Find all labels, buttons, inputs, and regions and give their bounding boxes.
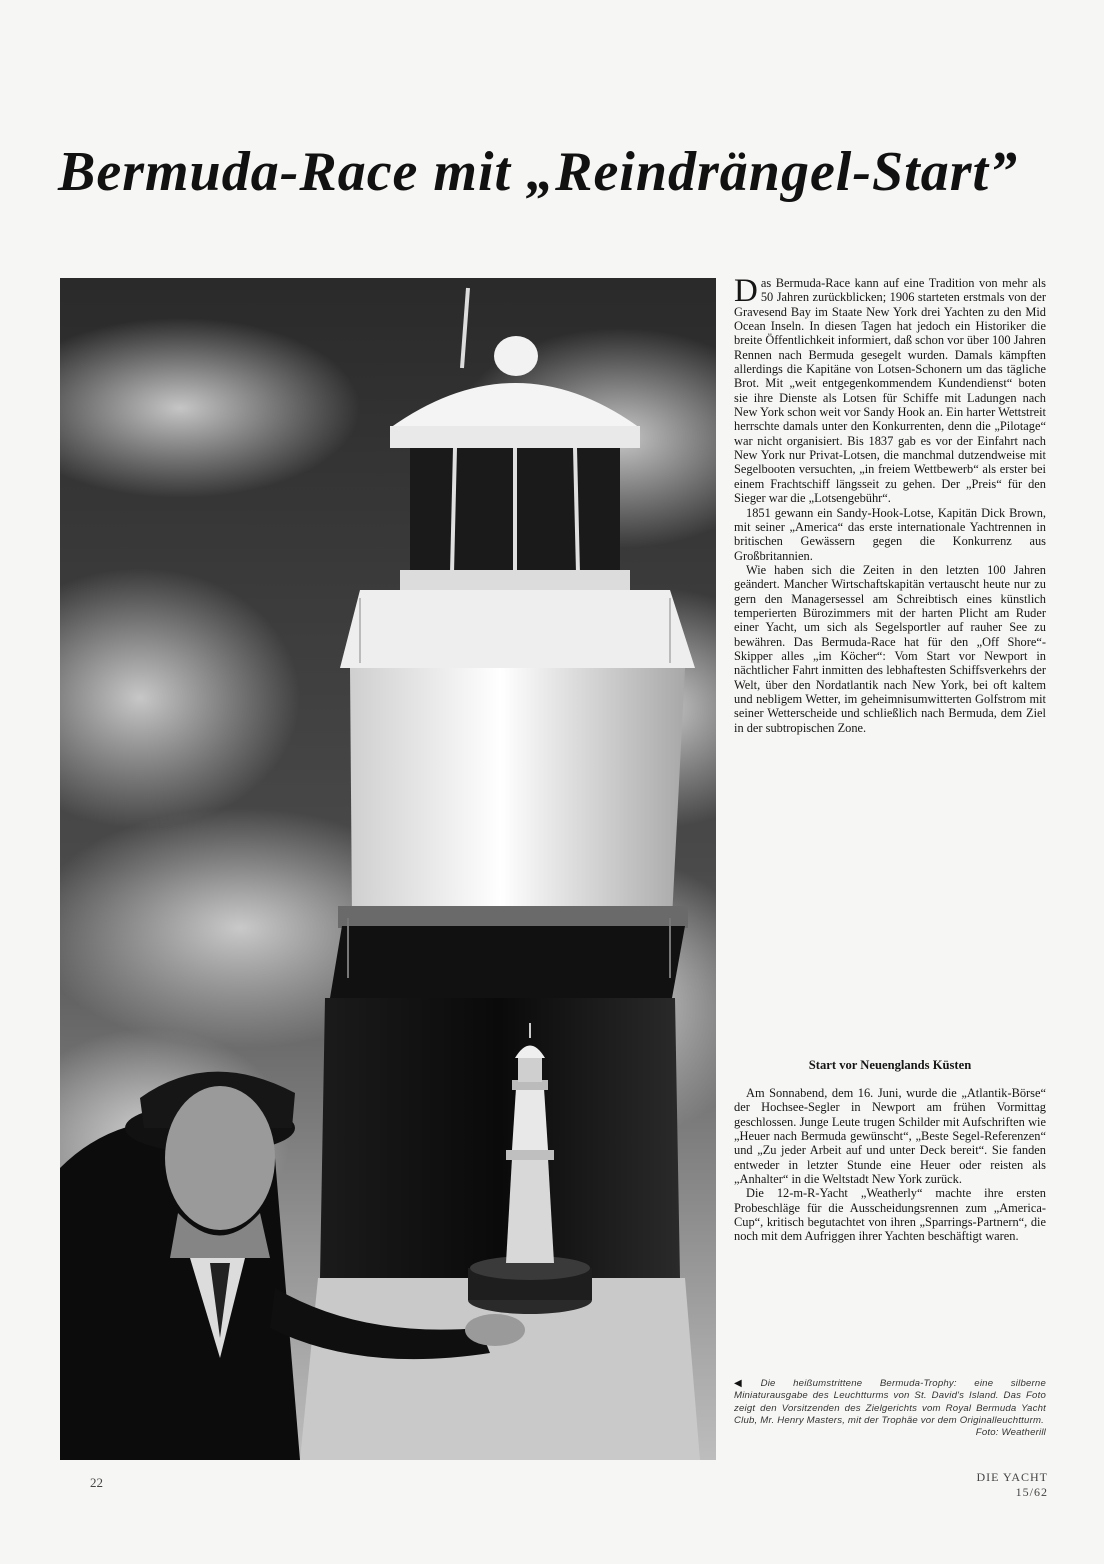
caption-text: Die heißumstrittene Bermuda-Trophy: eine silberne Miniaturausgabe des Leuchtturms von St. David's Island. Das Foto zeigt den Vorsitzenden des Zielgerichts vom Royal Bermuda Yacht Club, Mr. Henry Masters, mit der Trophäe vor dem Originalleuchtturm.: [734, 1378, 1046, 1426]
paragraph: Die 12-m-R-Yacht „Weatherly“ machte ihre ersten Probeschläge für die Ausscheidungsrennen zum „America-Cup“, kritisch begutachtet von ihren „Sparrings-Partnern“, die noch mit dem Aufriggen ihrer Yachten beschäftigt waren.: [734, 1186, 1046, 1244]
arrow-left-icon: ◀: [734, 1378, 757, 1389]
article-title: Bermuda-Race mit „Reindrängel-Start”: [58, 141, 1019, 203]
paragraph: 1851 gewann ein Sandy-Hook-Lotse, Kapitän Dick Brown, mit seiner „America“ das erste internationale Yachtrennen in britischen Gewässern gegen die Konkurrenz aus Großbritannien.: [734, 505, 1046, 563]
photo-caption: [734, 1378, 1046, 1439]
photo-credit: Foto: Weatherill: [975, 1427, 1046, 1439]
journal-name: DIE YACHT 15/62: [976, 1470, 1048, 1499]
article-body: [734, 273, 1046, 735]
paragraph: Wie haben sich die Zeiten in den letzten 100 Jahren geändert. Mancher Wirtschaftskapitän vertauscht heute nur zu gern den Managersessel am Schreibtisch eines künstlich temperierten Bürozimmers mit der harten Plicht am Ruder einer Yacht, um sich als Segelsportler auf rauher See zu bewähren. Das Bermuda-Race hat für den „Off Shore“-Skipper alles „im Köcher“: Vom Start vor Newport in nächtlicher Fahrt inmitten des lebhaftesten Schiffsverkehrs der Welt, über den Nordatlantik nach New York, bei oft kaltem und nebligem Wetter, im geheimnisumwitterten Golfstrom mit seiner Wetterscheide und schließlich nach Bermuda, dem Ziel in der subtropischen Zone.: [734, 562, 1046, 735]
page-number: 22: [90, 1475, 103, 1490]
drop-cap: D: [734, 273, 758, 309]
section-subhead: Start vor Neuenglands Küsten: [808, 1058, 972, 1072]
paragraph: Das Bermuda-Race kann auf eine Tradition von mehr als 50 Jahren zurückblicken; 1906 starteten erstmals von der Gravesend Bay im Staate New York drei Yachten zu den Mid Ocean Inseln. In diesen Tagen hat jedoch ein Historiker die breite Öffentlichkeit informiert, daß schon vor über 100 Jahren Rennen nach Bermuda gesegelt wurden. Damals kämpften allerdings die Kapitäne von Lotsen-Schonern um das tägliche Brot. Mit „weit entgegenkommendem Kundendienst“ boten sie ihre Dienste als Lotsen für Schiffe mit Ladungen nach New York schon weit vor Sandy Hook an. Ein harter Wettstreit herrschte damals unter den Konkurrenten, denn die „Pilotage“ war nicht organisiert. Bis 1837 gab es vor der Einfahrt nach New York nur Privat-Lotsen, die manchmal dutzendweise mit Segelbooten versuchten, „in freiem Wettbewerb“ als erster bei einem Frachtschiff längsseit zu gehen. Der „Preis“ für den Sieger war die „Lotsengebühr“.: [734, 273, 1046, 506]
lighthouse-photo: [60, 278, 716, 1460]
article-body-continued: [734, 1086, 1046, 1244]
paragraph: Am Sonnabend, dem 16. Juni, wurde die „Atlantik-Börse“ der Hochsee-Segler in Newport am frühen Vormittag geschlossen. Junge Leute trugen Schilder mit Aufschriften wie „Heuer nach Bermuda gewünscht“, „Beste Segel-Referenzen“ und „Zu jeder Arbeit auf und unter Deck bereit“. Sie fanden entweder in letzter Stunde eine Heuer oder reisten als „Anhalter“ in die Weltstadt New York zurück.: [734, 1086, 1046, 1187]
